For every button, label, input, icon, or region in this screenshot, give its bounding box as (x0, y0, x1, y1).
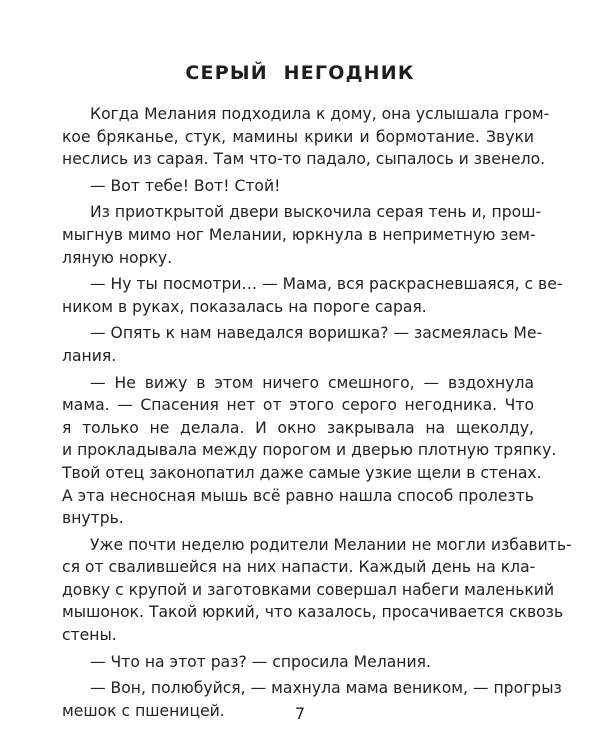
text-line: — Ну ты посмотри… — Мама, вся раскрасневшаяся, с ве- (90, 275, 563, 294)
paragraph (62, 175, 534, 198)
text-line: — Что на этот раз? — спросила Мелания. (90, 652, 431, 671)
text-line: — Опять к нам наведался воришка? — засмеялась Ме- (90, 324, 543, 343)
page-number: 7 (294, 704, 306, 723)
text-line: — Не вижу в этом ничего смешного, — вздохнула (90, 373, 534, 392)
paragraph (62, 651, 534, 674)
text-line: мама. — Спасения нет от этого серого негодника. Что (62, 396, 534, 415)
paragraph (62, 103, 550, 171)
text-line: внутрь. (62, 509, 124, 528)
text-line: — Вон, полюбуйся, — махнула мама веником, — прогрыз (90, 679, 562, 698)
text-line: лания. (62, 346, 117, 365)
paragraph (62, 273, 563, 318)
text-line: неслись из сарая. Там что-то падало, сыпалось и звенело. (62, 150, 546, 169)
text-line: кое бряканье, стук, мамины крики и бормотание. Звуки (62, 127, 534, 146)
text-line: Уже почти неделю родители Мелании не могли избавить- (90, 535, 572, 554)
paragraph (62, 372, 557, 530)
text-line: — Вот тебе! Вот! Стой! (90, 176, 281, 195)
text-line: мыгнув мимо ног Мелании, юркнула в неприметную зем- (62, 225, 536, 244)
text-line: ляную норку. (62, 248, 173, 267)
text-line: ником в руках, показалась на пороге сарая. (62, 297, 427, 316)
text-line: мешок с пшеницей. (62, 701, 225, 720)
text-line: и прокладывала между порогом и дверью плотную тряпку. (62, 441, 557, 460)
text-line: мышонок. Такой юркий, что казалось, просачивается сквозь (62, 603, 564, 622)
text-line: я только не делала. И окно закрывала на щеколду, (62, 418, 534, 437)
paragraph (62, 322, 543, 367)
text-line: стены. (62, 626, 117, 645)
text-line: Твой отец законопатил даже самые узкие щели в стенах. (62, 463, 542, 482)
chapter-body (62, 103, 572, 726)
text-line: Из приоткрытой двери выскочила серая тень и, прош- (90, 203, 542, 222)
paragraph (62, 534, 572, 647)
text-line: довку с крупой и заготовками совершал набеги маленький (62, 580, 555, 599)
text-line: ся от свалившейся на них напасти. Каждый день на кла- (62, 558, 536, 577)
text-line: А эта несносная мышь всё равно нашла способ пролезть (62, 486, 534, 505)
chapter-title: СЕРЫЙ НЕГОДНИК (185, 62, 415, 84)
text-line: Когда Мелания подходила к дому, она услышала гром- (90, 105, 550, 123)
paragraph (62, 201, 542, 269)
